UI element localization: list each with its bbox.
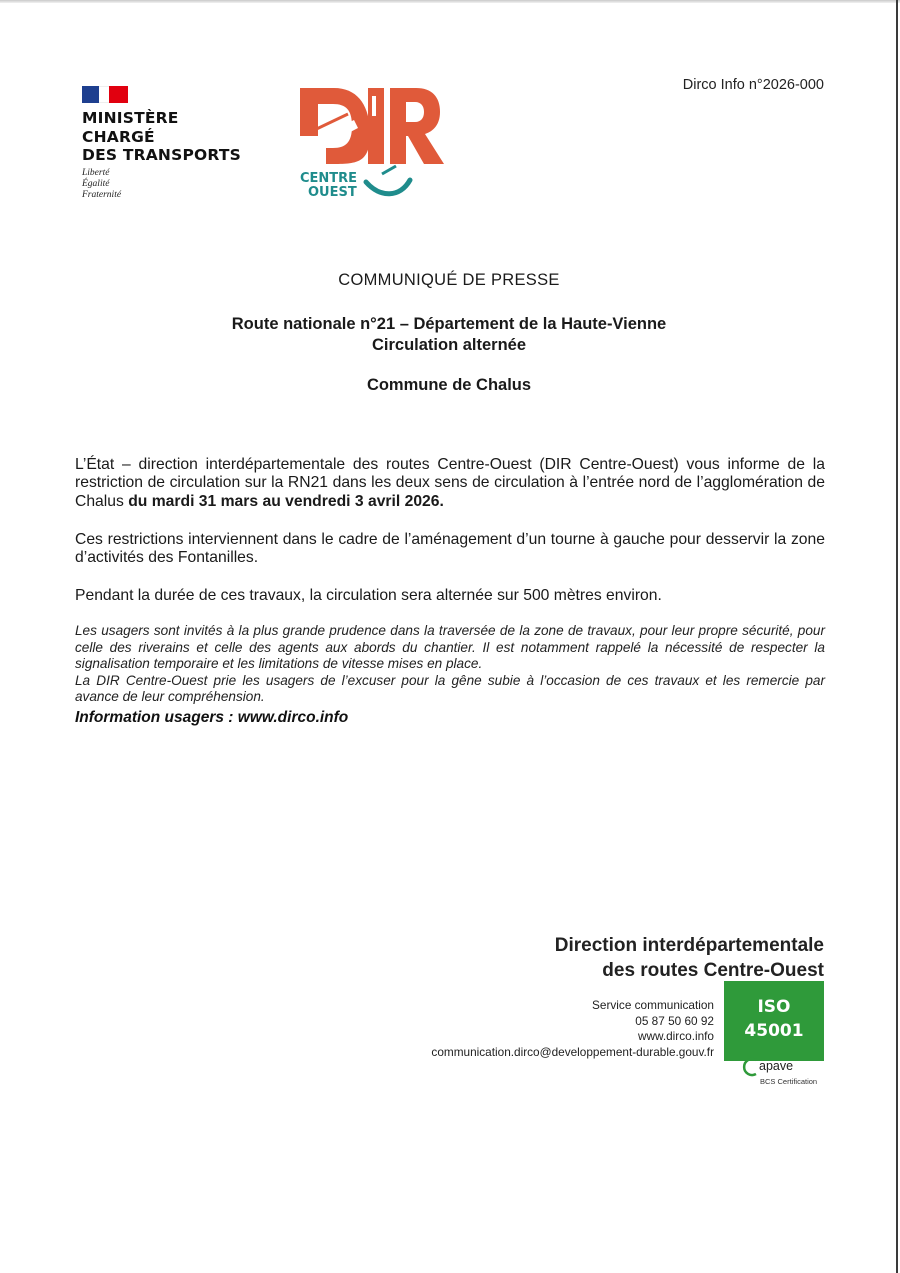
organization-name: Direction interdépartementale des routes Centre-Ouest — [554, 935, 824, 981]
dir-region-label: OUEST — [308, 185, 357, 200]
apave-circle-icon — [742, 1057, 760, 1077]
dir-region-label: CENTRE — [300, 171, 358, 186]
iso-certification-badge: ISO 45001 — [724, 981, 824, 1061]
contact-website[interactable]: www.dirco.info — [637, 1029, 714, 1044]
subtitle — [75, 314, 823, 356]
contact-email[interactable]: communication.dirco@developpement-durable.gouv.fr — [431, 1045, 714, 1060]
safety-notice: Les usagers sont invités à la plus grande prudence dans la traversée de la zone de travaux, pour leur propre sécurité, pour celle des riverains et celle des agents aux abords du chantier. Il est notamment rappelé la nécessité de respecter la signalisation temporaire et les limitations de vitesse mises en place. La DIR Centre-Ouest prie les usagers de l’excuser pour la gêne subie à l’occasion de ces travaux et les remercie par avance de leur compréhension. — [75, 623, 825, 705]
apave-logo — [742, 1057, 832, 1089]
ministry-line: MINISTÈRE — [82, 109, 179, 127]
ministry-line: CHARGÉ — [82, 127, 155, 146]
paragraph-context: Ces restrictions interviennent dans le cadre de l’aménagement d’un tourne à gauche pour desservir la zone d’activités des Fontanilles. — [75, 531, 825, 567]
republic-motto: Liberté Égalité Fraternité — [82, 167, 122, 200]
page-top-edge — [0, 0, 900, 3]
ministry-logo — [82, 86, 272, 201]
paragraph-traffic: Pendant la durée de ces travaux, la circulation sera alternée sur 500 mètres environ. — [75, 587, 662, 604]
press-reference: Dirco Info n°2026-000 — [682, 77, 824, 93]
date-range: du mardi 31 mars au vendredi 3 avril 2026. — [128, 492, 444, 510]
page-right-edge — [896, 0, 898, 1273]
paragraph-announcement: L’État – direction interdépartementale des routes Centre-Ouest (DIR Centre-Ouest) vous informe de la restriction de circulation sur la RN21 dans les deux sens de circulation à l’entrée nord de l’agglomération de Chalus du mardi 31 mars au vendredi 3 avril 2026. — [75, 456, 825, 510]
contact-phone: 05 87 50 60 92 — [635, 1013, 714, 1028]
apave-subtitle: BCS Certification — [760, 1077, 818, 1086]
apave-name: apave — [759, 1059, 794, 1073]
contact-service: Service communication — [592, 998, 714, 1012]
commune-heading: Commune de Chalus — [366, 376, 532, 394]
dir-centre-ouest-logo — [296, 84, 446, 200]
user-info-link[interactable]: Information usagers : www.dirco.info — [75, 709, 349, 726]
page-title: COMMUNIQUÉ DE PRESSE — [338, 271, 560, 289]
ministry-line: DES TRANSPORTS — [82, 146, 241, 164]
marianne-flag-icon — [82, 86, 128, 103]
contact-block — [380, 998, 714, 1061]
subtitle-line: Circulation alternée — [371, 336, 527, 354]
subtitle-line: Route nationale n°21 – Département de la Haute-Vienne — [231, 315, 667, 333]
